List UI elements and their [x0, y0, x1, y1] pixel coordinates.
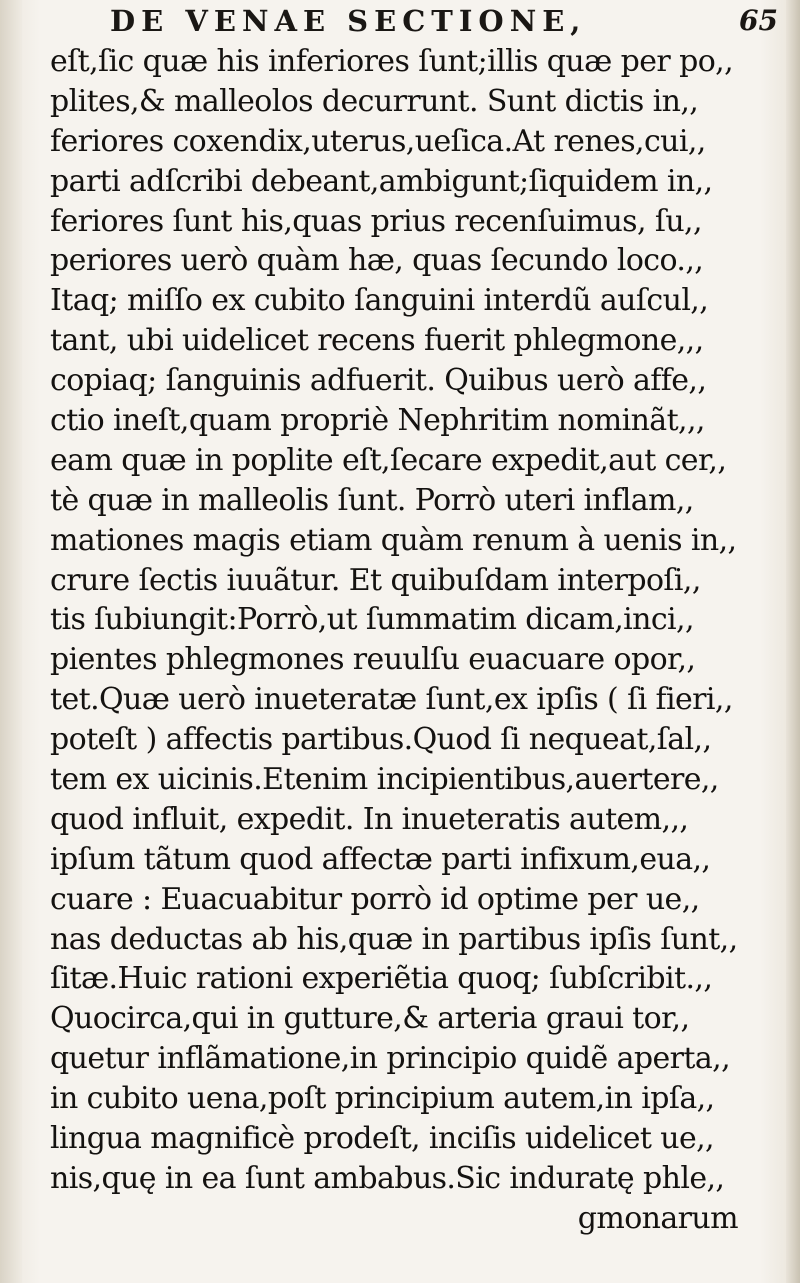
text-line: eſt,ſic quæ his inferiores ſunt;illis quæ per po,, — [50, 44, 734, 79]
text-line: periores uerò quàm hæ, quas ſecundo loco.,, — [50, 243, 704, 279]
text-line: quetur inflãmatione,in principio quidẽ aperta,, — [50, 1041, 731, 1077]
page-edge — [786, 0, 800, 1283]
text-line: cuare : Euacuabitur porrò id optime per ue,, — [50, 881, 700, 917]
text-line: poteſt ) affectis partibus.Quod ſi nequeat,ſal,, — [50, 722, 712, 758]
page-number: 65 — [739, 4, 778, 37]
text-line: Itaq; miſſo ex cubito ſanguini interdũ auſcul,, — [50, 283, 709, 319]
text-line: tet.Quæ uerò inueteratæ ſunt,ex ipſis ( ſi fieri,, — [50, 682, 733, 718]
text-line: in cubito uena,poſt principium autem,in ipſa,, — [50, 1081, 715, 1117]
text-line: copiaq; ſanguinis adfuerit. Quibus uerò affe,, — [50, 363, 707, 399]
text-line: Quocirca,qui in gutture,& arteria graui tor,, — [50, 1001, 690, 1037]
text-line: pientes phlegmones reuulſu euacuare opor,, — [50, 642, 696, 678]
text-line: tè quæ in malleolis ſunt. Porrò uteri inflam,, — [50, 482, 694, 518]
text-line: nis,quę in ea ſunt ambabus.Sic induratę phle,, — [50, 1160, 725, 1196]
text-line: crure ſectis iuuãtur. Et quibuſdam interpoſi,, — [50, 562, 701, 598]
page-gutter — [0, 0, 22, 1283]
text-line: ſitæ.Huic rationi experiẽtia quoq; ſubſcribit.,, — [50, 961, 713, 997]
text-line: tis ſubiungit:Porrò,ut ſummatim dicam,inci,, — [50, 602, 694, 638]
text-line: mationes magis etiam quàm renum à uenis in,, — [50, 522, 737, 558]
text-line: ipſum tãtum quod affectæ parti infixum,eua,, — [50, 841, 711, 877]
text-line: nas deductas ab his,quæ in partibus ipſis ſunt,, — [50, 921, 738, 957]
text-line: plites,& malleolos decurrunt. Sunt dictis in,, — [50, 83, 699, 119]
body-text — [50, 42, 778, 1277]
text-line: parti adſcribi debeant,ambigunt;ſiquidem in,, — [50, 163, 713, 199]
text-line: tant, ubi uidelicet recens fuerit phlegmone,,, — [50, 323, 704, 359]
running-title: DE VENAE SECTIONE, — [110, 4, 587, 38]
text-line: feriores coxendix,uterus,ueſica.At renes,cui,, — [50, 123, 706, 159]
text-line: feriores ſunt his,quas prius recenſuimus, ſu,, — [50, 203, 702, 239]
text-line: lingua magnificè prodeſt, inciſis uidelicet ue,, — [50, 1121, 714, 1157]
catchword: gmonarum — [577, 1200, 738, 1236]
text-line: quod influit, expedit. In inueteratis autem,,, — [50, 801, 689, 837]
text-line: ctio ineſt,quam propriè Nephritim nominãt,,, — [50, 403, 705, 439]
text-line: tem ex uicinis.Etenim incipientibus,auertere,, — [50, 762, 719, 798]
text-line: eam quæ in poplite eſt,ſecare expedit,aut cer,, — [50, 442, 727, 478]
